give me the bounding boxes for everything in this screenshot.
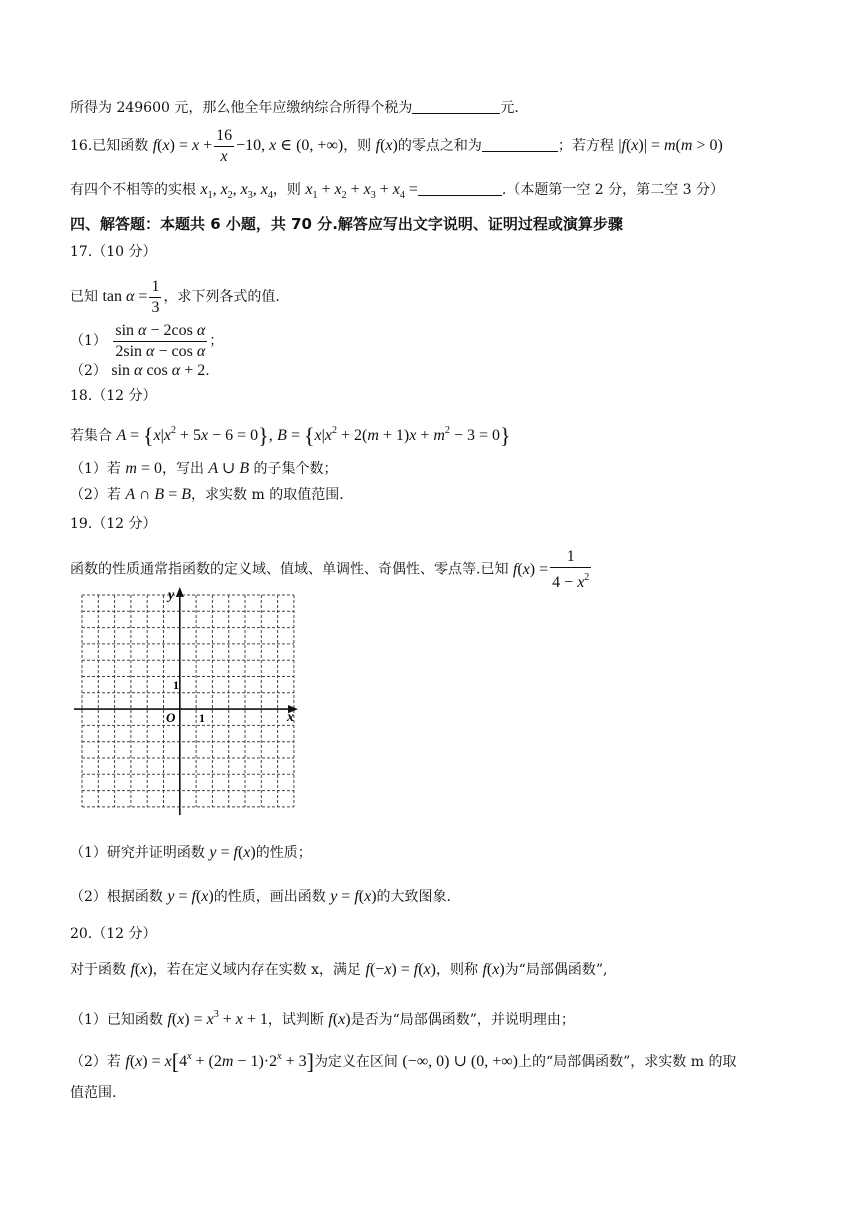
y-axis-label: y <box>168 588 175 603</box>
q16-function: f(x) = x + $\frac{16}{x}$ −10, x ∈ (0, +∞) <box>152 127 344 165</box>
q18-part1-label: （1）若 <box>70 461 121 477</box>
q18-part1-tail: 的子集个数； <box>253 461 338 477</box>
q18-part2-cond: A ∩ B = B <box>125 486 192 503</box>
q17-tan-given: tan α = $\frac{1}{3}$ <box>102 278 160 316</box>
unit-x-label: 1 <box>199 711 205 725</box>
q18-part1-cond: m = 0 <box>125 460 162 477</box>
q20-def-mid2: ，则称 <box>435 962 478 978</box>
q20-def <box>70 960 607 980</box>
q15-tail-line <box>70 98 519 118</box>
q20-part2-func: $f(x) = x[4^x + (2m - 1)\cdot 2^x + 3]$ <box>125 1049 314 1074</box>
q20-part2-label: （2）若 <box>70 1054 121 1070</box>
q20-def-cond: f(−x) = f(x) <box>365 961 436 978</box>
q20-fx-1: f(x) <box>130 961 153 978</box>
q18-part2 <box>70 485 344 505</box>
y-axis-arrow <box>176 587 184 597</box>
q20-def-lead: 对于函数 <box>70 962 126 978</box>
q15-tail-text: 所得为 249600 元，那么他全年应缴纳综合所得个税为 <box>70 100 413 116</box>
q17-intro <box>70 278 280 317</box>
q17-part2: （2） sin α cos α + 2. <box>70 362 210 379</box>
q20-part1-tail: 是否为“局部偶函数”，并说明理由； <box>350 1012 575 1028</box>
q18-intro-lead: 若集合 <box>70 428 112 444</box>
unit-y-label: 1 <box>173 678 179 692</box>
x-axis-label: x <box>287 710 294 725</box>
grid-lines <box>82 595 294 807</box>
q17-part2-label: （2） <box>70 363 107 379</box>
q19-part2-tail: 的大致图象. <box>376 889 451 905</box>
origin-label: O <box>166 710 176 725</box>
q20-def-tail: 为“局部偶函数”, <box>504 962 608 978</box>
q20-part2-interval: (−∞, 0) ∪ (0, +∞) <box>402 1053 518 1070</box>
q16-sum: $x_1 + x_2 + x_3 + x_4$ = <box>305 181 418 201</box>
q20-part1-label: （1）已知函数 <box>70 1012 163 1028</box>
q17-header: 17.（10 分） <box>70 244 157 260</box>
q20-part2-tail: 上的“局部偶函数”，求实数 m 的取 <box>517 1054 737 1070</box>
q20-part2-mid: 为定义在区间 <box>313 1054 398 1070</box>
q16-fx: f(x) <box>375 137 398 155</box>
q15-unit: 元. <box>500 100 519 116</box>
q19-part2-label: （2）根据函数 <box>70 889 163 905</box>
q19-part2 <box>70 887 451 907</box>
q16-equation: |f(x)| = m(m > 0) <box>618 137 723 155</box>
q16-mid2: ；若方程 <box>557 138 614 155</box>
q19-part1-func: y = f(x) <box>209 844 256 861</box>
q17-part1-expr: $\frac{\text{sin α − 2cos α}}{\text{2sin α − cos α}}$ <box>115 322 206 360</box>
q15-answer-blank[interactable] <box>412 99 500 114</box>
q20-part1-func: $f(x) = x^3 + x + 1$ <box>167 1009 268 1028</box>
q20-header: 20.（12 分） <box>70 926 157 942</box>
q18-header: 18.（12 分） <box>70 388 157 404</box>
q17-part1: （1） $\frac{\text{sin α − 2cos α}}{\text{2sin α − cos α}}$ ； <box>70 322 224 360</box>
q16-answer-blank-2[interactable] <box>418 181 502 196</box>
q16-number: 16. <box>70 138 93 155</box>
q18-part2-label: （2）若 <box>70 487 121 503</box>
q20-fx-3: f(x) <box>328 1011 351 1028</box>
q20-def-mid: ，若在定义域内存在实数 x，满足 <box>152 962 362 978</box>
q18-set-a: $A = \{x|x^2 + 5x - 6 = 0\}$, <box>116 423 273 448</box>
q18-part1 <box>70 459 338 479</box>
q16-line2-mid: ，则 <box>272 182 301 198</box>
q16-answer-blank-1[interactable] <box>482 137 558 152</box>
q17-intro-tail: ，求下列各式的值. <box>163 289 280 306</box>
q19-grid-figure <box>72 585 304 817</box>
q19-part1-tail: 的性质； <box>255 845 312 861</box>
q16-mid1: ，则 <box>343 138 372 155</box>
q16-lead: 已知函数 <box>92 138 149 155</box>
q20-part1-mid: ，试判断 <box>267 1012 324 1028</box>
q20-part2 <box>70 1047 736 1072</box>
q16-roots: $x_1$, $x_2$, $x_3$, $x_4$ <box>200 181 273 201</box>
q16-line2 <box>70 180 724 206</box>
q16-zeros: 的零点之和为 <box>397 138 482 155</box>
q19-function: f(x) = $\frac{1}{4 - x^2}$ <box>512 548 590 591</box>
q17-part2-expr: sin α cos α + 2 <box>111 362 206 379</box>
q16-line1 <box>70 127 723 166</box>
q20-fx-2: f(x) <box>482 961 505 978</box>
q17-part1-label: （1） <box>70 333 107 350</box>
q16-line2-lead: 有四个不相等的实根 <box>70 182 196 198</box>
q19-part1-label: （1）研究并证明函数 <box>70 845 205 861</box>
q19-part2-mid: 的性质，画出函数 <box>213 889 326 905</box>
q16-note: .（本题第一空 2 分，第二空 3 分） <box>501 182 724 198</box>
q20-part1 <box>70 1005 575 1030</box>
q19-intro: 函数的性质通常指函数的定义域、值域、单调性、奇偶性、零点等.已知 <box>70 561 509 578</box>
q19-part2-func: y = f(x) <box>167 888 214 905</box>
q19-header: 19.（12 分） <box>70 516 157 532</box>
q18-sets <box>70 421 511 446</box>
q18-part1-union: A ∪ B <box>208 460 250 477</box>
section-heading: 四、解答题：本题共 6 小题，共 70 分.解答应写出文字说明、证明过程或演算步骤 <box>70 215 623 233</box>
q20-part2-continued: 值范围. <box>70 1085 117 1101</box>
q19-part2-func-2: y = f(x) <box>330 888 377 905</box>
q17-intro-lead: 已知 <box>70 289 98 306</box>
q19-part1 <box>70 843 312 863</box>
q18-part2-tail: ，求实数 m 的取值范围. <box>191 487 344 503</box>
q18-set-b: $B = \{x|x^2 + 2(m + 1)x + m^2 - 3 = 0\}$ <box>277 423 511 448</box>
q18-part1-mid: ，写出 <box>161 461 204 477</box>
